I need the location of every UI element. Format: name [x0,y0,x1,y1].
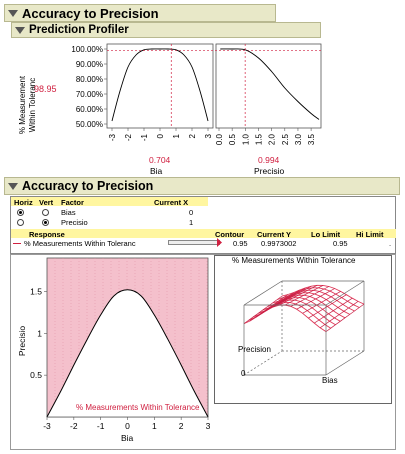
surface-axis-precision: Precision [238,345,271,354]
profiler-header[interactable] [11,22,321,38]
bia-tick-label: 1 [172,134,181,139]
factor-header: Factor [61,198,84,207]
precisio-tick-label: 3.0 [293,134,303,146]
disclosure-triangle-icon[interactable] [8,10,18,17]
response-hi-limit[interactable]: . [389,239,392,248]
precisio-tick-label: 2.0 [267,134,277,146]
contour-y-tick-label: 0.5 [30,370,42,381]
outline-title-label: Accuracy to Precision [22,5,159,21]
contour-y-tick-label: 1.5 [30,286,42,297]
profiler-y-tick-label: 90.00% [75,60,103,69]
precisio-panel-frame [216,44,321,128]
bia-axis-label: Bia [150,166,163,176]
response-current-y: 0.9973002 [261,239,297,248]
factor-name-precisio: Precisio [61,218,88,227]
surface-plot[interactable] [214,255,392,404]
profiler-y-tick-label: 50.00% [75,120,103,129]
surface-plot-content [244,281,364,375]
bias-current-x[interactable]: 0 [189,208,194,217]
bia-tick-label: 2 [188,134,197,139]
horiz-header: Horiz [14,198,33,207]
bia-tick-label: -1 [140,134,149,142]
current-x-header: Current X [154,198,189,207]
precisio-horiz-radio[interactable] [17,219,24,226]
bia-tick-label: -3 [108,134,117,142]
contour-header: Contour [215,230,245,239]
response-contour-value[interactable]: 0.95 [233,239,248,248]
contour-controls [10,196,396,254]
bia-tick-label: 3 [204,134,213,139]
contour-y-tick-label: 1 [37,328,42,339]
surface-mesh-line [267,288,305,310]
surface-mesh-line [326,304,364,332]
current-y-header: Current Y [257,230,292,239]
contour-profiler-title: Accuracy to Precision [22,179,154,193]
hi-limit-header: Hi Limit [356,230,384,239]
precisio-tick-label: 0.0 [215,134,224,146]
vert-header: Vert [39,198,54,207]
profiler-y-tick-label: 70.00% [75,90,103,99]
contour-x-tick-label: 1 [151,421,157,431]
precisio-current-x[interactable]: 1 [189,218,194,227]
profiler-title: Prediction Profiler [29,24,129,36]
response-lo-limit[interactable]: 0.95 [333,239,348,248]
contour-plot[interactable] [10,254,215,450]
profiler-y-axis-label: % Measurement Within Toleranc [18,75,37,135]
surface-box-edge [326,351,364,375]
contour-x-tick-label: 2 [178,421,184,431]
contour-slider[interactable] [168,240,220,245]
surface-zero-label: 0 [241,369,246,378]
response-name: % Measurements Within Toleranc [24,239,136,248]
profiler-y-tick-label: 80.00% [75,75,103,84]
bia-tick-label: -2 [124,134,133,142]
response-color-swatch [13,243,21,244]
bias-vert-radio[interactable] [42,209,49,216]
response-header: Response [29,230,65,239]
precisio-tick-label: 1.0 [241,134,251,146]
profiler-current-y: 98.95 [34,84,57,94]
surface-mesh-line [244,296,282,324]
bia-panel-frame [107,44,213,128]
precisio-tick-label: 2.5 [280,134,290,146]
disclosure-triangle-icon[interactable] [8,183,18,190]
precisio-tick-label: 1.5 [254,134,264,146]
contour-y-axis-label: Precisio [17,325,27,357]
surface-box-edge [244,351,282,375]
profiler-y-tick-label: 60.00% [75,105,103,114]
contour-x-tick-label: -2 [70,421,78,431]
contour-x-tick-label: -3 [43,421,51,431]
contour-profiler-header[interactable] [4,177,400,195]
profiler-y-tick-label: 100.00% [71,45,103,54]
precisio-axis-label: Precisio [254,166,285,176]
surface-axis-bias: Bias [322,376,338,385]
precisio-tick-label: 0.5 [228,134,238,146]
contour-x-tick-label: -1 [96,421,105,431]
contour-x-tick-label: 0 [125,421,130,431]
factor-name-bias: Bias [61,208,76,217]
precisio-current-value[interactable]: 0.994 [258,155,280,165]
contour-x-axis-label: Bia [121,433,134,443]
precisio-vert-radio[interactable] [42,219,49,226]
contour-x-tick-label: 3 [205,421,211,431]
surface-mesh-line [262,290,300,313]
slider-handle-icon[interactable] [217,238,222,247]
disclosure-triangle-icon[interactable] [15,27,25,34]
bia-tick-label: 0 [156,134,165,139]
outline-title[interactable] [4,4,276,22]
bia-current-value[interactable]: 0.704 [149,155,171,165]
surface-plot-title: % Measurements Within Tolerance [232,256,356,265]
precisio-tick-label: 3.5 [307,134,317,146]
contour-region-label: % Measurements Within Tolerance [76,403,200,412]
profiler-y-ticks [71,45,107,129]
bias-horiz-radio[interactable] [17,209,24,216]
lo-limit-header: Lo Limit [311,230,341,239]
